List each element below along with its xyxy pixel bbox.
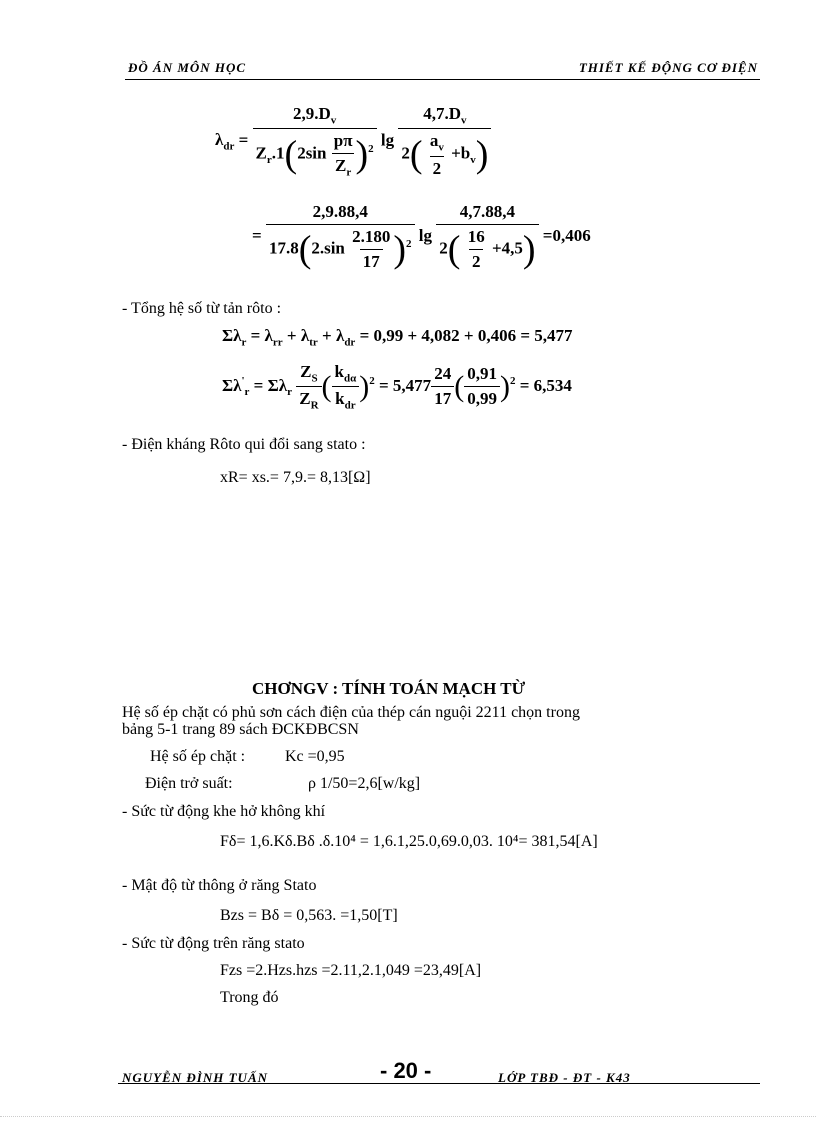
trong-do: Trong đó: [220, 989, 279, 1006]
formula-xr: xR= xs.= 7,9.= 8,13[Ω]: [220, 469, 371, 486]
fraction-main: $2,9.D_v$ $Z_r.1(2\sin$ $\frac{p\pi}{Z_r}$ )$^2$: [253, 104, 377, 179]
intro-line-1: Hệ số ép chặt có phủ sơn cách điện của thép cán nguội 2211 chọn trong: [122, 704, 580, 721]
footer-right: LỚP TBĐ - ĐT - K43: [498, 1070, 631, 1085]
chapter-title: CHƠNGV : TÍNH TOÁN MẠCH TỪ: [252, 679, 526, 698]
fraction-log: $4,7.D_v$ 2( $\frac{a_v}{2}$ $+b_v$): [398, 104, 491, 179]
label-suc-tu-rang: - Sức từ động trên răng stato: [122, 935, 305, 952]
header-rule: [125, 79, 760, 80]
formula-f-delta: Fδ= 1,6.Kδ.Bδ .δ.10⁴ = 1,6.1,25.0,69.0,03. 10⁴= 381,54[A]: [220, 833, 598, 850]
formula-bzs: Bzs = Bδ = 0,563. =1,50[T]: [220, 907, 398, 924]
label-tong-he-so: - Tổng hệ số từ tản rôto :: [122, 300, 282, 317]
footer-rule: [118, 1083, 760, 1084]
page-edge: [0, 1116, 816, 1117]
formula-sum-lambda-prime: $\Sigma\lambda'_r = \Sigma\lambda_r$ $\frac{Z_S}{Z_R}$ ( $\frac{k_{d\alpha}}{k_{dr}}$ )$^2$ = 5,477 $\frac{24}{17}$ ( $\frac{0,91}{0,99}$ )$^2$ = 6,534: [222, 362, 572, 412]
formula-lambda-dr: $\lambda_{dr}$ = $2,9.D_v$ $Z_r.1(2\sin$ $\frac{p\pi}{Z_r}$ )$^2$ lg $4,7.D_v$ 2( $\frac{a_v}{2}$ $+b_v$): [215, 104, 491, 179]
dien-tro-label: Điện trở suất:: [145, 775, 233, 792]
page-number: - 20 -: [380, 1058, 432, 1083]
label-suc-tu-khe: - Sức từ động khe hở không khí: [122, 803, 326, 820]
header-left: ĐỒ ÁN MÔN HỌC: [128, 60, 247, 75]
footer-left: NGUYỄN ĐÌNH TUẤN: [122, 1070, 268, 1085]
he-so-label: Hệ số ép chặt :: [150, 748, 246, 765]
label-mat-do: - Mật độ từ thông ở răng Stato: [122, 877, 317, 894]
dien-tro-value: ρ 1/50=2,6[w/kg]: [308, 775, 421, 792]
formula-fzs: Fzs =2.Hzs.hzs =2.11,2.1,049 =23,49[A]: [220, 962, 482, 979]
label-dien-khang: - Điện kháng Rôto qui đổi sang stato :: [122, 436, 366, 453]
intro-line-2: bảng 5-1 trang 89 sách ĐCKĐBCSN: [122, 721, 359, 738]
formula-sum-lambda: $\Sigma\lambda_r = \lambda_{rr} + \lambda_{tr} + \lambda_{dr} = 0,99 + 4,082 + 0,406 = 5,477$: [222, 326, 573, 349]
header-right: THIẾT KẾ ĐỘNG CƠ ĐIỆN: [578, 60, 758, 75]
he-so-value: Kc =0,95: [285, 748, 345, 765]
formula-lambda-dr-values: = 2,9.88,4 17.8(2.sin $\frac{2.180}{17}$ )$^2$ lg 4,7.88,4 2( $\frac{16}{2}$ +4,5) =0,406: [252, 202, 591, 271]
